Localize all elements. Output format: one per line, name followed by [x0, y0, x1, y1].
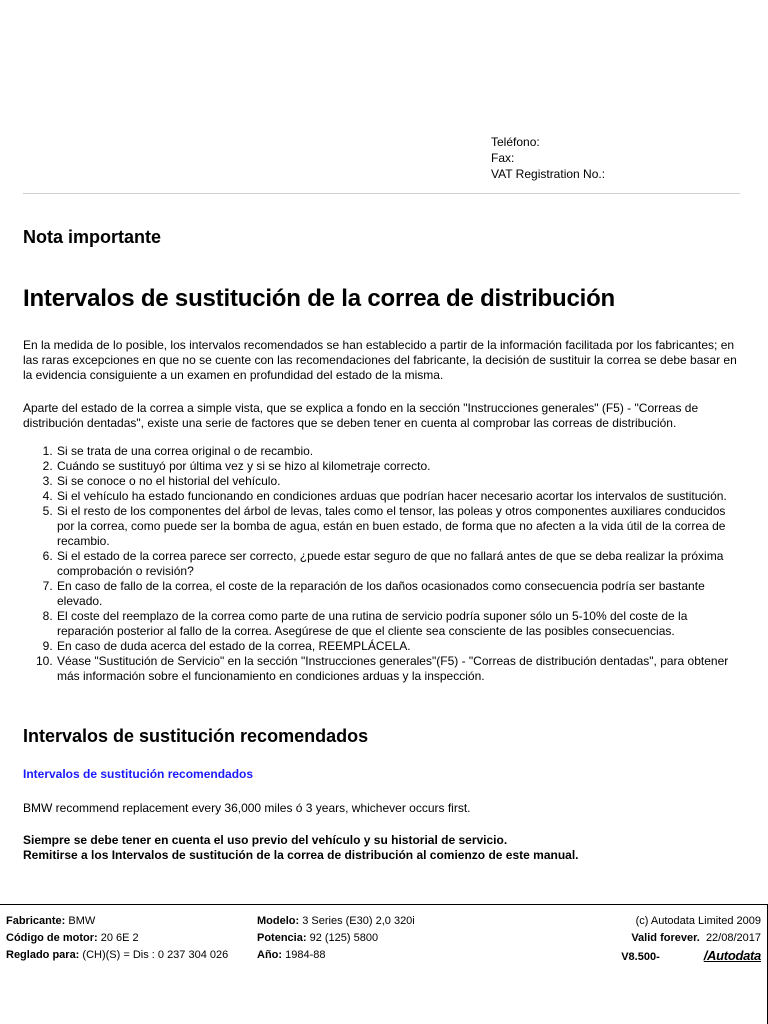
list-item: 6. Si el estado de la correa parece ser correcto, ¿puede estar seguro de que no fallará antes de que se deba realizar la próxima comprobación o revisión? [56, 549, 745, 579]
version-text: V8.500- [621, 951, 660, 963]
fax-label: Fax: [491, 151, 515, 165]
valid-label: Valid forever. [631, 932, 700, 944]
footer-copyright-column [621, 913, 761, 966]
codigo-label: Código de motor: [6, 932, 98, 944]
modelo-value: 3 Series (E30) 2,0 320i [302, 915, 415, 927]
modelo-label: Modelo: [257, 915, 300, 927]
vat-label: VAT Registration No.: [491, 167, 606, 181]
intro-paragraph: En la medida de lo posible, los intervalos recomendados se han establecido a partir de la información facilitada por los fabricantes; en las raras excepciones en que no se cuente con las recomendaciones del fabricante, la decisión de sustituir la correa se debe basar en la evidencia consiguiente a un examen en profundidad del estado de la misma. [23, 338, 737, 382]
warning-text [23, 833, 745, 863]
warning-line-1: Siempre se debe tener en cuenta el uso previo del vehículo y su historial de servicio. [23, 833, 508, 847]
copyright-text: (c) Autodata Limited 2009 [635, 915, 761, 927]
fabricante-label: Fabricante: [6, 915, 66, 927]
factors-list [23, 444, 745, 684]
list-item: 2. Cuándo se sustituyó por última vez y si se hizo al kilometraje correcto. [56, 459, 745, 474]
list-item: 8. El coste del reemplazo de la correa como parte de una rutina de servicio podría suponer sólo un 5-10% del coste de la reparación posterior al fallo de la correa. Asegúrese de que el cliente sea consciente de las posibles consecuencias. [56, 609, 745, 639]
reglado-label: Reglado para: [6, 949, 80, 961]
ano-value: 1984-88 [285, 949, 326, 961]
ano-label: Año: [257, 949, 283, 961]
autodata-logo: /Autodata [703, 948, 761, 963]
contact-block [491, 134, 605, 182]
fabricante-value: BMW [68, 915, 96, 927]
recommended-intervals-link[interactable]: Intervalos de sustitución recomendados [23, 767, 254, 781]
date-value: 22/08/2017 [705, 932, 761, 944]
recommended-title: Intervalos de sustitución recomendados [23, 726, 369, 746]
footer-vehicle-column [6, 913, 228, 964]
recommendation-text: BMW recommend replacement every 36,000 miles ó 3 years, whichever occurs first. [23, 801, 471, 815]
page-title: Intervalos de sustitución de la correa de distribución [23, 285, 616, 312]
list-item: 4. Si el vehículo ha estado funcionando en condiciones arduas que podrían hacer necesario acortar los intervalos de sustitución. [56, 489, 745, 504]
telefono-label: Teléfono: [491, 135, 540, 149]
list-item: 1. Si se trata de una correa original o de recambio. [56, 444, 745, 459]
codigo-value: 20 6E 2 [100, 932, 139, 944]
note-title: Nota importante [23, 227, 162, 247]
list-item: 3. Si se conoce o no el historial del vehículo. [56, 474, 745, 489]
factors-paragraph: Aparte del estado de la correa a simple vista, que se explica a fondo en la sección "Instrucciones generales" (F5) - "Correas de distribución dentadas", existe una serie de factores que se deben tener en cuenta al comprobar las correas de distribución. [23, 401, 699, 430]
list-item: 7. En caso de fallo de la correa, el coste de la reparación de los daños ocasionados como consecuencia podría ser bastante elevado. [56, 579, 745, 609]
list-item: 10. Véase "Sustitución de Servicio" en la sección "Instrucciones generales"(F5) - "Correas de distribución dentadas", para obtener más información sobre el funcionamiento en condiciones arduas y la inspección. [56, 654, 745, 684]
list-item: 9. En caso de duda acerca del estado de la correa, REEMPLÁCELA. [56, 639, 745, 654]
warning-line-2: Remitirse a los Intervalos de sustitución de la correa de distribución al comienzo de este manual. [23, 848, 579, 862]
potencia-label: Potencia: [257, 932, 307, 944]
reglado-value: (CH)(S) = Dis : 0 237 304 026 [82, 949, 229, 961]
header-divider [23, 193, 740, 194]
footer [0, 904, 768, 1024]
footer-model-column [257, 913, 415, 964]
potencia-value: 92 (125) 5800 [309, 932, 379, 944]
list-item: 5. Si el resto de los componentes del árbol de levas, tales como el tensor, las poleas y otros componentes auxiliares conducidos por la correa, como puede ser la bomba de agua, están en buen estado, de forma que no afecten a la vida útil de la correa de recambio. [56, 504, 745, 549]
